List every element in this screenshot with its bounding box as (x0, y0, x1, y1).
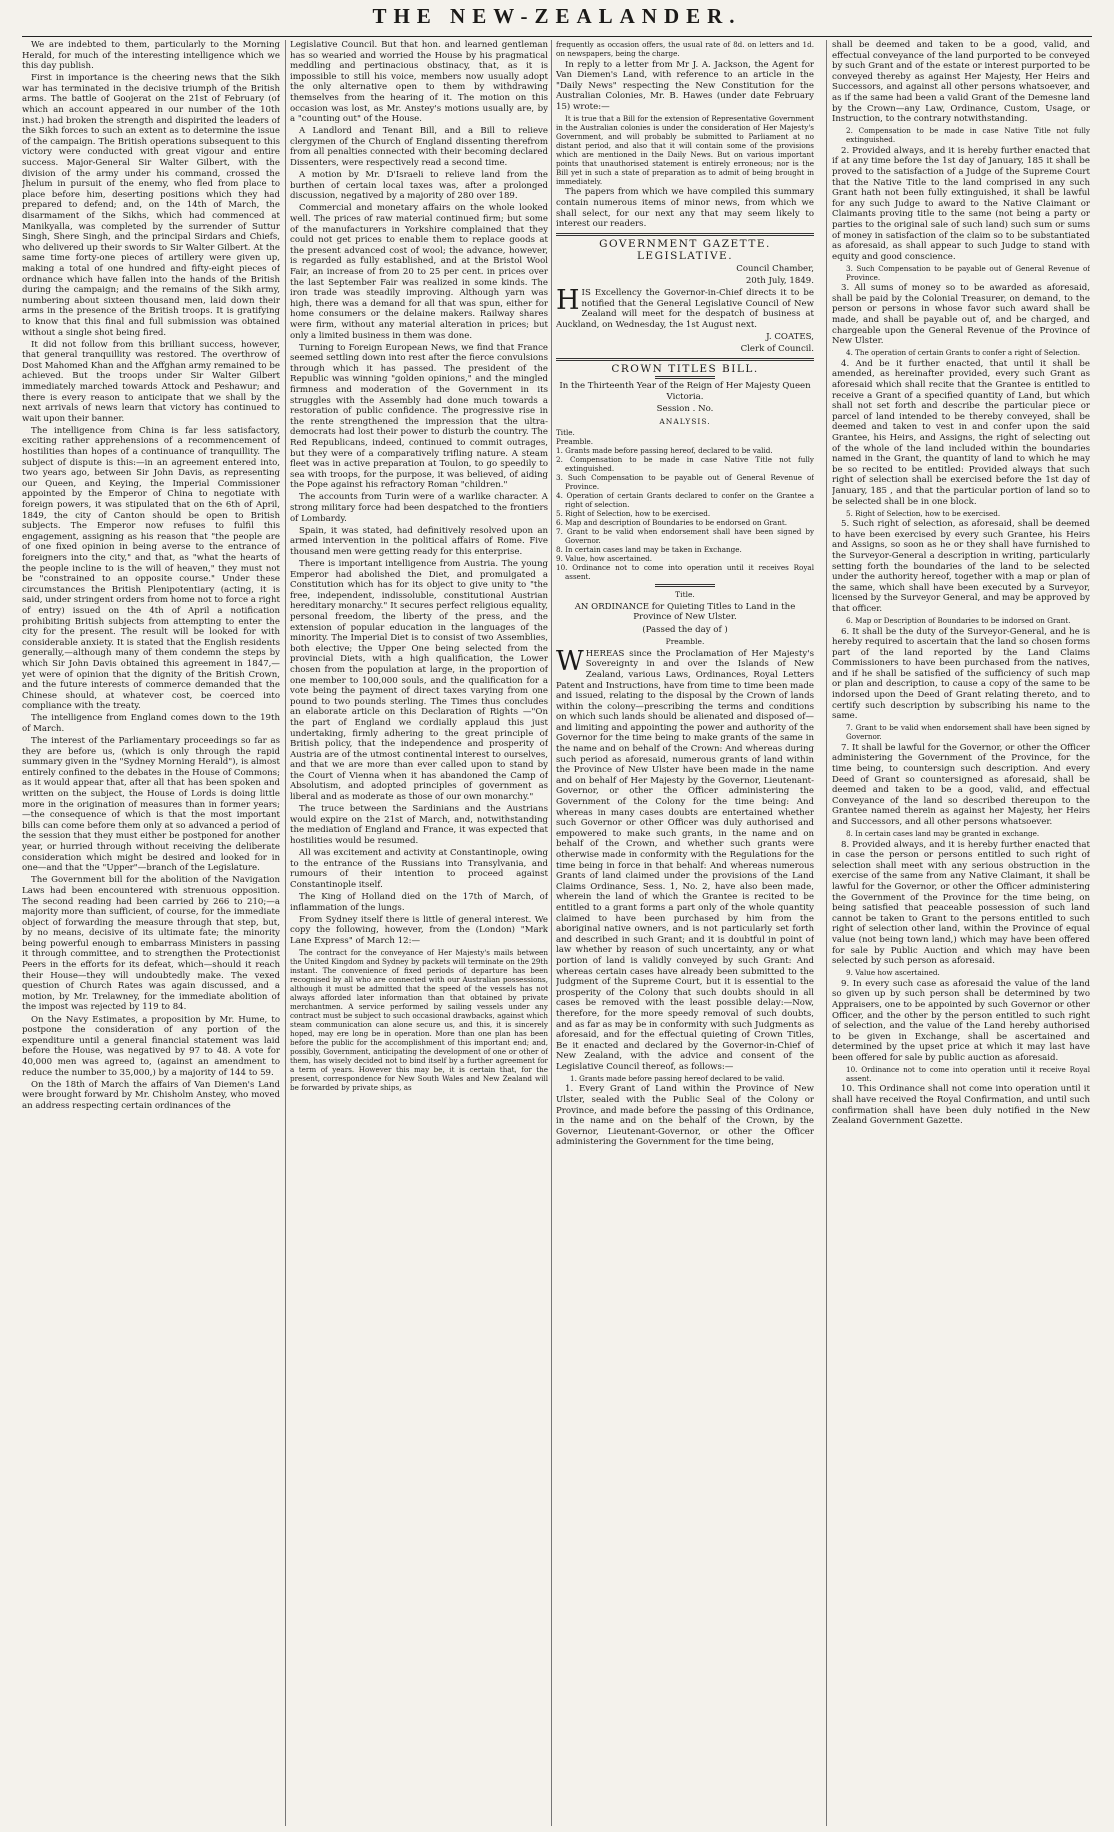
paragraph: Commercial and monetary affairs on the whole looked well. The prices of raw material continued firm; but some of the manufacturers in Yorkshire complained that they could not get prices to enable them to replace goods at the present advanced cost of wool; the advance, however, is regarded as fully established, and at the Bristol Wool Fair, an increase of from 20 to 25 per cent. in prices over the last September Fair was realized in some kinds. The iron trade was steadily improving. Although yarn was high, there was a demand for all that was spun, either for home consumers or the delaine makers. Railway shares were firm, without any material alteration in prices; but only a limited business in them was done. (290, 203, 548, 341)
masthead-rule (22, 36, 1092, 37)
quoted-extract: The contract for the conveyance of Her Majesty's mails between the United Kingdom and Sydney by packets will terminate on the 29th instant. The convenience of fixed periods of departure has been recognised by all who are connected with our Australian possessions, although it must be admitted that the speed of the vessels has not always afforded later information than that obtained by private merchantmen. A service performed by sailing vessels under any contract must be subject to such occasional drawbacks, against which steam communication can alone secure us, and this, it is sincerely hoped, may ere long be in operation. More than one plan has been before the public for the accomplishment of this important end; and, possibly, Government, anticipating the development of one or other of them, has wisely decided not to bind itself by a further agreement for a term of years. However this may be, it is certain that, for the present, correspondence for New South Wales and New Zealand will be forwarded by private ships, as (290, 947, 548, 1092)
paragraph: The papers from which we have compiled this summary contain numerous items of minor news, from which we shall select, for our next any that may seem likely to interest our readers. (556, 187, 814, 230)
column-divider (551, 40, 552, 1826)
paragraph: The interest of the Parliamentary proceedings so far as they are before us, (which is only through the rapid summary given in the "Sydney Morning Herald"), is almost entirely confined to the debates in the House of Commons; as it would appear that, after all that has been spoken and written on the subject, the House of Lords is doing little more in the origination of measures than in former years;—the consequence of which is that the most important bills can come before them only at so advanced a period of the session that they must either be postponed for another year, or hurried through without receiving the deliberate consideration which might be desired and looked for in one—and that the "Upper"—branch of the Legislature. (22, 736, 280, 874)
marginal-note: 1. Grants made before passing hereof declared to be valid. (570, 1073, 785, 1083)
title-label: Title. (675, 590, 695, 600)
analysis-label: ANALYSIS. (659, 416, 711, 426)
analysis-item: 3. Such Compensation to be payable out of General Revenue of Province. (556, 473, 814, 492)
section-3: 3. All sums of money so to be awarded as aforesaid, shall be paid by the Colonial Treasurer, on demand, to the person or persons in whose favor such award shall be made, and shall be payable out of, and be charged, and chargeable upon the General Revenue of the Province of New Ulster. (832, 283, 1090, 347)
marginal-note: 8. In certain cases land may be granted in exchange. (846, 829, 1040, 839)
paragraph: First in importance is the cheering news that the Sikh war has terminated in the decisive triumph of the British arms. The battle of Goojerat on the 21st of February (of which an account appeared in our number of the 10th inst.) had broken the strength and dispirited the leaders of the Sikh forces to such an extent as to determine the issue of the campaign. The British operations subsequent to this victory were conducted with great vigour and entire success. Major-General Sir Walter Gilbert, with the division of the army under his command, crossed the Jhelum in pursuit of the enemy, who fled from place to place before him, deserting positions which they had prepared to defend; and, on the 14th of March, the disarmament of the Sikhs, which had commenced at Manikyalla, was completed by the surrender of Suttur Singh, Shere Singh, and the principal Sirdars and Chiefs, who delivered up their swords to Sir Walter Gilbert. At the same time forty-one pieces of artillery were given up, making a total of one hundred and fifty-eight pieces of ordnance which have fallen into the hands of the British during the campaign; and the remains of the Sikh army, numbering about sixteen thousand men, laid down their arms in the presence of the British troops. It is gratifying to know that this final and full submission was obtained without a single shot being fired. (22, 73, 280, 338)
paragraph: There is important intelligence from Austria. The young Emperor had abolished the Diet, and promulgated a Constitution which has for its object to give unity to "the free, independent, indissoluble, constitutional Austrian hereditary monarchy." It secures perfect religious equality, personal freedom, the liberty of the press, and the extension of popular education in the languages of the minority. The Imperial Diet is to consist of two Assemblies, both elective; the Upper One being selected from the provincial Diets, with a high qualification, the Lower chosen from the population at large, in the proportion of one member to 100,000 souls, and the qualification for a vote being the payment of direct taxes varying from one pound to two pounds sterling. The Times thus concludes an elaborate article on this Declaration of Rights —"On the part of England we cordially applaud this just undertaking, firmly adhering to the great principle of British policy, that the independence and prosperity of Austria are of the utmost continental interest to ourselves, and that we are more than ever called upon to stand by the Court of Vienna when it has abandoned the Camp of Absolutism, and adopted principles of government as liberal and as moderate as those of our own monarchy." (290, 559, 548, 803)
preamble (556, 645, 814, 1073)
short-rule (655, 376, 715, 379)
quoted-extract: frequently as occasion offers, the usual rate of 8d. on letters and 1d. on newspapers, being the charge. (556, 40, 814, 58)
drop-cap: W (556, 645, 584, 677)
section-1-continued: shall be deemed and taken to be a good, valid, and effectual conveyance of the land purported to be conveyed by such Grant and of the estate or interest purported to be conveyed thereby as against Her Majesty, Her Heirs and Successors, and against all other persons whatsoever, and as if the same had been a valid Grant of the Demesne land by the Crown—any Law, Ordinance, Custom, Usage, or Instruction, to the contrary notwithstanding. (832, 40, 1090, 125)
marginal-note: 4. The operation of certain Grants to confer a right of Selection. (846, 348, 1081, 358)
gazette-signer: J. COATES, (766, 332, 814, 343)
gazette-notice-text: IS Excellency the Governor-in-Chief directs it to be notified that the General Legislative Council of New Zealand will meet for the despatch of business at Auckland, on Wednesday, the 1st August next. (556, 288, 814, 330)
paragraph: On the 18th of March the affairs of Van Diemen's Land were brought forward by Mr. Chisholm Anstey, who moved an address respecting certain ordinances of the (22, 1079, 280, 1111)
analysis-item: 4. Operation of certain Grants declared to confer on the Grantee a right of selection. (556, 491, 814, 510)
column-divider (826, 40, 827, 1826)
section-1: 1. Every Grant of Land within the Province of New Ulster, sealed with the Public Seal of the Colony or Province, and made before the passing of this Ordinance, in the name and on the behalf of the Crown, by the Governor, Lieutenant-Governor, or other the Officer administering the Government for the time being, (556, 1084, 814, 1148)
preamble-label: Preamble. (665, 637, 705, 647)
column-3 (556, 40, 814, 1826)
section-10: 10. This Ordinance shall not come into operation until it shall have received the Royal Confirmation, and until such confirmation shall have been duly notified in the New Zealand Government Gazette. (832, 1084, 1090, 1127)
quoted-extract: It is true that a Bill for the extension of Representative Government in the Australian colonies is under the consideration of Her Majesty's Government, and will probably be submitted to Parliament at no distant period, and also that it will contain some of the provisions which are mentioned in the Daily News. But on various important points that unauthorised statement is entirely erroneous; nor is the Bill yet in such a state of preparation as to admit of being brought in immediately. (556, 113, 814, 186)
paragraph: We are indebted to them, particularly to the Morning Herald, for much of the interesting intelligence which we this day publish. (22, 40, 280, 72)
gazette-heading: GOVERNMENT GAZETTE. (599, 237, 771, 250)
gazette-signer-title: Clerk of Council. (740, 344, 814, 355)
paragraph: Turning to Foreign European News, we find that France seemed settling down into rest after the fierce convulsions through which it has passed. The president of the Republic was winning "golden opinions," and the mingled firmness and moderation of the Government in its struggles with the Assembly had done much towards a restoration of public confidence. The progressive rise in the rente strengthened the impression that the ultra-democrats had lost their power to disturb the country. The Red Republicans, indeed, continued to commit outrages, but they were of a comparatively trifling nature. A steam fleet was in active preparation at Toulon, to go speedily to sea with troops, for the purpose, it was believed, of aiding the Pope against his refractory Roman "children." (290, 342, 548, 491)
analysis-item: Preamble. (556, 437, 594, 447)
analysis-item: 9. Value, how ascertained. (556, 554, 653, 564)
column-4 (832, 40, 1090, 1826)
marginal-note: 3. Such Compensation to be payable out of General Revenue of Province. (846, 263, 1090, 282)
newspaper-title: THE NEW-ZEALANDER. (372, 4, 742, 28)
paragraph: Legislative Council. But that hon. and learned gentleman has so wearied and worried the House by his pragmatical meddling and pertinacious obstinacy, that, as it is impossible to still his voice, members now usually adopt the only alternative open to them by withdrawing themselves from the hearing of it. The motion on this occasion was lost, as Mr. Anstey's motions usually are, by a "counting out" of the House. (290, 40, 548, 125)
passed-line: (Passed the day of ) (642, 624, 728, 635)
paragraph: The intelligence from England comes down to the 19th of March. (22, 713, 280, 734)
paragraph: In reply to a letter from Mr J. A. Jackson, the Agent for Van Diemen's Land, with reference to an article in the "Daily News" respecting the New Constitution for the Australian Colonies, Mr. B. Hawes (under date February 15) wrote:— (556, 59, 814, 112)
analysis-item: 2. Compensation to be made in case Native Title not fully extinguished. (556, 455, 814, 474)
gazette-notice (556, 285, 814, 330)
column-divider (285, 40, 286, 1826)
marginal-note: 5. Right of Selection, how to be exercised. (846, 508, 1001, 518)
analysis-item: 6. Map and description of Boundaries to be endorsed on Grant. (556, 518, 788, 528)
preamble-text: HEREAS since the Proclamation of Her Majesty's Sovereignty in and over the Islands of New Zealand, various Laws, Ordinances, Royal Letters Patent and Instructions, have from time to time been made and issued, relating to the disposal by the Crown of lands within the colony—prescribing the terms and conditions on which such lands should be alienated and disposed of—and limiting and appointing the power and authority of the Governor for the time being to make grants of the same in the name and on behalf of the Crown: And whereas during such period as aforesaid, numerous grants of land within the Province of New Ulster have been made in the name and on behalf of Her Majesty by the Governor, Lieutenant-Governor, or other the Officer administering the Government of the Colony for the time being: And whereas in many cases doubts are entertained whether such Governor or other Officer was duly authorised and empowered to make such grants, in the name and on behalf of the Crown, and whether such grants were otherwise made in conformity with the Regulations for the time being in force in that behalf: And whereas numerous Grants of land claimed under the provisions of the Land Claims Ordinance, Sess. 1, No. 2, have also been made, wherein the land of which the Grantee is recited to be entitled to a grant forms a part only of the whole quantity claimed to have been purchased by him from the aboriginal native owners, and is not particularly set forth and described in such Grant; and it is doubtful in point of law whether by reason of such uncertainty, any or what portion of land is validly conveyed by such Grant: And whereas certain cases have already been submitted to the Judgment of the Supreme Court, but it is essential to the prosperity of the Colony that such doubts should in all cases be removed with the least possible delay:—Now, therefore, for the more speedy removal of such doubts, and as far as may be in conformity with such Judgments as aforesaid, and for the effectual quieting of Crown Titles, Be it enacted and declared by the Governor-in-Chief of New Zealand, with the advice and consent of the Legislative Council thereof, as follows:— (556, 648, 814, 1072)
marginal-note: 10. Ordinance not to come into operation until it receive Royal assent. (846, 1064, 1090, 1083)
paragraph: From Sydney itself there is little of general interest. We copy the following, however, from the (London) "Mark Lane Express" of March 12:— (290, 914, 548, 946)
bill-heading: CROWN TITLES BILL. (611, 362, 759, 375)
section-6: 6. It shall be the duty of the Surveyor-General, and he is hereby required to ascertain that the land so chosen forms part of the land reported by the Land Claims Commissioners to have been purchased from the natives, and if he shall be satisfied of the sufficiency of such map or plan and description, to cause a copy of the same to be indorsed upon the Deed of Grant relating thereto, and to certify such description by subscribing his name to the same. (832, 626, 1090, 722)
section-7: 7. It shall be lawful for the Governor, or other the Officer administering the Government of the Province, for the time being, to countersign such description. And every Deed of Grant so countersigned as aforesaid, shall be deemed and taken to be a good, valid, and effectual Conveyance of the land so described thereupon to the Grantee named therein as against her Majesty, her Heirs and Successors, and all other persons whatsoever. (832, 742, 1090, 827)
marginal-note: 9. Value how ascertained. (846, 968, 940, 978)
analysis-item: Title. (556, 428, 575, 438)
marginal-note: 6. Map or Description of Boundaries to be indorsed on Grant. (846, 616, 1071, 625)
analysis-item: 8. In certain cases land may be taken in Exchange. (556, 545, 742, 555)
paragraph: A motion by Mr. D'Israeli to relieve land from the burthen of certain local taxes was, after a prolonged discussion, negatived by a majority of 280 over 189. (290, 170, 548, 202)
paragraph: Spain, it was stated, had definitively resolved upon an armed intervention in the political affairs of Rome. Five thousand men were getting ready for this enterprise. (290, 525, 548, 557)
analysis-item: 10. Ordinance not to come into operation until it receives Royal assent. (556, 563, 814, 582)
gazette-subheading: LEGISLATIVE. (636, 250, 734, 263)
analysis-item: 5. Right of Selection, how to be exercised. (556, 509, 711, 519)
paragraph: The King of Holland died on the 17th of March, of inflammation of the lungs. (290, 891, 548, 913)
column-1 (22, 40, 280, 1826)
drop-cap: H (556, 285, 580, 317)
column-2 (290, 40, 548, 1826)
bill-regnal-year: In the Thirteenth Year of the Reign of Her Majesty Queen Victoria. (559, 381, 811, 402)
section-rule (556, 233, 814, 236)
section-2: 2. Provided always, and it is hereby further enacted that if at any time before the 1st day of January, 185 it shall be proved to the satisfaction of a Judge of the Supreme Court that the Native Title to the land comprised in any such Grant hath not been fully extinguished, it shall be lawful for any such Judge to award to the Native Claimant or Claimants proving title to the same (not being a party or parties to the original sale of such land) such sum or sums of money in satisfaction of the claim so to be substantiated as aforesaid, as shall appear to such Judge to stand with equity and good conscience. (832, 145, 1090, 262)
paragraph: On the Navy Estimates, a proposition by Mr. Hume, to postpone the consideration of any portion of the expenditure until a general financial statement was laid before the House, was negatived by 97 to 48. A vote for 40,000 men was agreed to, (against an amendment to reduce the number to 35,000,) by a majority of 144 to 59. (22, 1014, 280, 1078)
section-rule (556, 358, 814, 361)
paragraph: The accounts from Turin were of a warlike character. A strong military force had been despatched to the frontiers of Lombardy. (290, 492, 548, 524)
analysis-item: 7. Grant to be valid when endorsement shall have been signed by Governor. (556, 527, 814, 546)
section-4: 4. And be it further enacted, that until it shall be amended, as hereinafter provided, every such Grant as aforesaid which shall recite that the Grantee is entitled to receive a Grant of a specified quantity of Land, but which shall not set forth and describe the particular piece or parcel of land intended to be thereby conveyed, shall be deemed and taken to vest in and confer upon the said Grantee, his Heirs, and Assigns, the right of selecting out of the whole of the land included within the boundaries named in the Grant, the quantity of land to which he may be so recited to be entitled: Provided always that such right of selection shall be exercised before the 1st day of January, 185 , and that the particular portion of land so to be selected shall be in one block. (832, 358, 1090, 507)
section-9: 9. In every such case as aforesaid the value of the land so given up by such person shall be determined by two Appraisers, one to be appointed by such Governor or other Officer, and the other by the person entitled to such right of selection, and the value of the Land hereby authorised to be given in Exchange, shall be ascertained and determined by the upset price at which it may last have been offered for sale by public auction as aforesaid. (832, 978, 1090, 1063)
masthead (0, 0, 1114, 40)
paragraph: All was excitement and activity at Constantinople, owing to the entrance of the Russians into Transylvania, and rumours of their intention to proceed against Constantinople itself. (290, 848, 548, 890)
section-5: 5. Such right of selection, as aforesaid, shall be deemed to have been exercised by every such Grantee, his Heirs and Assigns, so soon as he or they shall have furnished to the Surveyor-General a description in writing, particularly setting forth the boundaries of the land to be selected under the authority hereof, together with a map or plan of the same, which shall have been executed by a Surveyor, licensed by the Surveyor General, and may be approved by that officer. (832, 519, 1090, 614)
paragraph: The Government bill for the abolition of the Navigation Laws had been encountered with strenuous opposition. The second reading had been carried by 266 to 210;—a majority more than sufficient, of course, for the immediate object of forwarding the measure through that step, but, by no means, decisive of its ultimate fate; the minority being powerful enough to embarrass Ministers in passing it through committee, and to strengthen the Protectionist Peers in the efforts for its defeat, which—should it reach their House—they will undoubtedly make. The vexed question of Church Rates was again discussed, and a motion, by Mr. Trelawney, for the immediate abolition of the impost was rejected by 119 to 84. (22, 875, 280, 1013)
section-8: 8. Provided always, and it is hereby further enacted that in case the person or persons entitled to such right of selection shall meet with any serious obstruction in the exercise of the same from any Native Claimant, it shall be lawful for the Governor, or other the Officer administering the Government of the Province for the time being, on being satisfied that peaceable possession of such land cannot be taken to Grant to the persons entitled to such right of selection other land, within the Province of equal value (not being town land,) which may have been offered for sale by Public Auction and which may have been selected by such person as aforesaid. (832, 839, 1090, 967)
short-rule (655, 584, 715, 587)
analysis-list (556, 428, 814, 581)
paragraph: It did not follow from this brilliant success, however, that general tranquillity was restored. The overthrow of Dost Mahomed Khan and the Affghan army remained to be achieved. But the troops under Sir Walter Gilbert immediately marched towards Attock and Peshawur; and there is every reason to anticipate that we shall by the next arrivals of news learn that victory has continued to wait upon their banner. (22, 339, 280, 424)
gazette-date: 20th July, 1849. (745, 276, 814, 287)
paragraph: A Landlord and Tenant Bill, and a Bill to relieve clergymen of the Church of England dissenting therefrom from all penalties connected with their becoming declared Dissenters, were respectively read a second time. (290, 126, 548, 169)
marginal-note: 2. Compensation to be made in case Native Title not fully extinguished. (846, 126, 1090, 145)
gazette-place: Council Chamber, (736, 264, 814, 275)
marginal-note: 7. Grant to be valid when endorsement shall have been signed by Governor. (846, 723, 1090, 742)
ordinance-title: AN ORDINANCE for Quieting Titles to Land in the Province of New Ulster. (574, 601, 796, 623)
paragraph: The truce between the Sardinians and the Austrians would expire on the 21st of March, and, notwithstanding the mediation of England and France, it was expected that hostilities would be resumed. (290, 804, 548, 846)
bill-session: Session . No. (656, 404, 714, 415)
analysis-item: 1. Grants made before passing hereof, declared to be valid. (556, 446, 773, 456)
paragraph: The intelligence from China is far less satisfactory, exciting rather apprehensions of a recommencement of hostilities than hopes of a continuance of tranquillity. The subject of dispute is this:—in an agreement entered into, two years ago, between Sir John Davis, as representing our Queen, and Keying, the Imperial Commissioner appointed by the Emperor of China to negotiate with foreign powers, it was stipulated that on the 6th of April, 1849, the city of Canton should be open to British subjects. The Emperor now refuses to fulfil this engagement, assigning as his reason that "the people are of one fixed opinion in being averse to the entrance of foreigners into the city," and that, as "what the hearts of the people incline to is the will of heaven," they must not be "constrained to an opposite course." Under these circumstances the British Plenipotentiary (acting, it is said, under stringent orders from home not to force a right of entry) issued on the 4th of April a notification prohibiting British subjects from attempting to enter the city for the present. The result will be looked for with considerable anxiety. It is stated that the English residents generally,—although many of them condemn the steps by which Sir John Davis obtained this agreement in 1847,—yet were of opinion that the dignity of the British Crown, and the future interests of commerce demanded that the Chinese should, at whatever cost, be coerced into compliance with the treaty. (22, 425, 280, 712)
